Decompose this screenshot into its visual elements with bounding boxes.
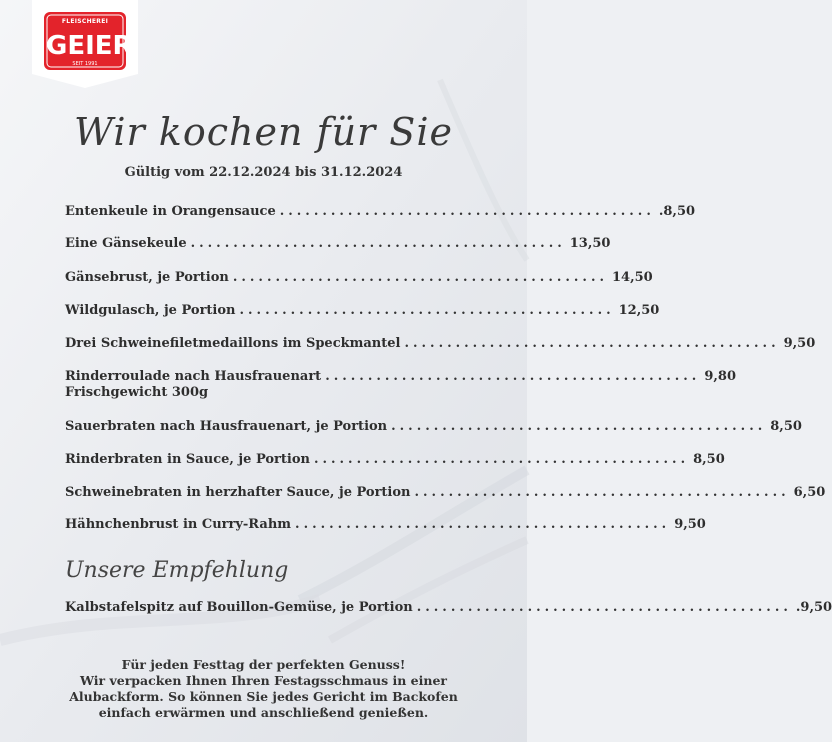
leader-dots: ............................................	[414, 485, 790, 500]
menu-item-price: 6,50	[793, 485, 826, 500]
menu-item	[65, 336, 816, 352]
menu-item-price: 9,50	[783, 336, 816, 351]
menu-item-name: Rinderroulade nach Hausfrauenart	[65, 369, 322, 384]
menu-item	[65, 419, 802, 435]
footer-line: Wir verpacken Ihnen Ihren Festagsschmaus in einer	[79, 673, 448, 688]
menu-item-note: Frischgewicht 300g	[65, 385, 209, 400]
menu-item	[65, 369, 736, 401]
leader-dots: ............................................	[279, 204, 655, 219]
leader-dots: ............................................	[239, 303, 615, 318]
menu-item	[65, 270, 653, 286]
menu-item	[65, 485, 826, 501]
leader-dots: ............................................	[416, 600, 792, 615]
menu-item-price: 14,50	[612, 270, 653, 285]
menu-item-name: Gänsebrust, je Portion	[65, 270, 229, 285]
logo-subtitle: FLEISCHEREI	[61, 18, 109, 25]
footer-line: Alubackform. So können Sie jedes Gericht im Backofen	[69, 689, 458, 704]
logo-established: SEIT 1991	[72, 61, 98, 67]
menu-item-name: Kalbstafelspitz auf Bouillon-Gemüse, je Portion	[65, 600, 413, 615]
leader-dots: ............................................	[391, 419, 767, 434]
menu-item-name: Rinderbraten in Sauce, je Portion	[65, 452, 310, 467]
leader-dots: ............................................	[313, 452, 690, 467]
leader-dots: ............................................	[295, 517, 671, 532]
validity-dates: Gültig vom 22.12.2024 bis 31.12.2024	[124, 165, 403, 180]
menu-item	[65, 303, 660, 319]
footer-line: einfach erwärmen und anschließend genießen.	[98, 705, 429, 720]
menu-item-price: 8,50	[770, 419, 802, 434]
menu-item-name: Sauerbraten nach Hausfrauenart, je Portion	[65, 419, 388, 434]
page-title: Wir kochen für Sie	[74, 110, 453, 154]
menu-item-price: 8,50	[693, 452, 725, 467]
footer-note	[60, 657, 467, 721]
logo-brand: GEIER	[46, 31, 133, 61]
recommendation-item	[65, 600, 832, 616]
menu-item-price: 12,50	[618, 303, 660, 318]
menu-item-price: 13,50	[569, 236, 611, 251]
menu-item-price: 9,80	[704, 369, 736, 384]
menu-item-price: .8,50	[658, 204, 696, 219]
menu-item	[65, 236, 611, 252]
menu-item-name: Entenkeule in Orangensauce	[65, 204, 276, 219]
leader-dots: ............................................	[404, 336, 780, 351]
footer-line: Für jeden Festtag der perfekten Genuss!	[121, 657, 406, 672]
menu-item-name: Drei Schweinefiletmedaillons im Speckmantel	[65, 336, 401, 351]
menu-item-name: Schweinebraten in herzhafter Sauce, je Portion	[65, 485, 411, 500]
menu-item	[65, 452, 725, 468]
recommendation-title: Unsere Empfehlung	[65, 558, 289, 583]
leader-dots: ............................................	[190, 236, 566, 251]
menu-item-name: Hähnchenbrust in Curry-Rahm	[65, 517, 292, 532]
menu-item-name: Eine Gänsekeule	[65, 236, 187, 251]
leader-dots: ............................................	[325, 369, 701, 384]
menu-item-price: .9,50	[795, 600, 832, 615]
menu-item-name: Wildgulasch, je Portion	[65, 303, 236, 318]
menu-item-price: 9,50	[674, 517, 706, 532]
menu-item	[65, 204, 696, 220]
leader-dots: ............................................	[232, 270, 608, 285]
menu-item	[65, 517, 706, 533]
